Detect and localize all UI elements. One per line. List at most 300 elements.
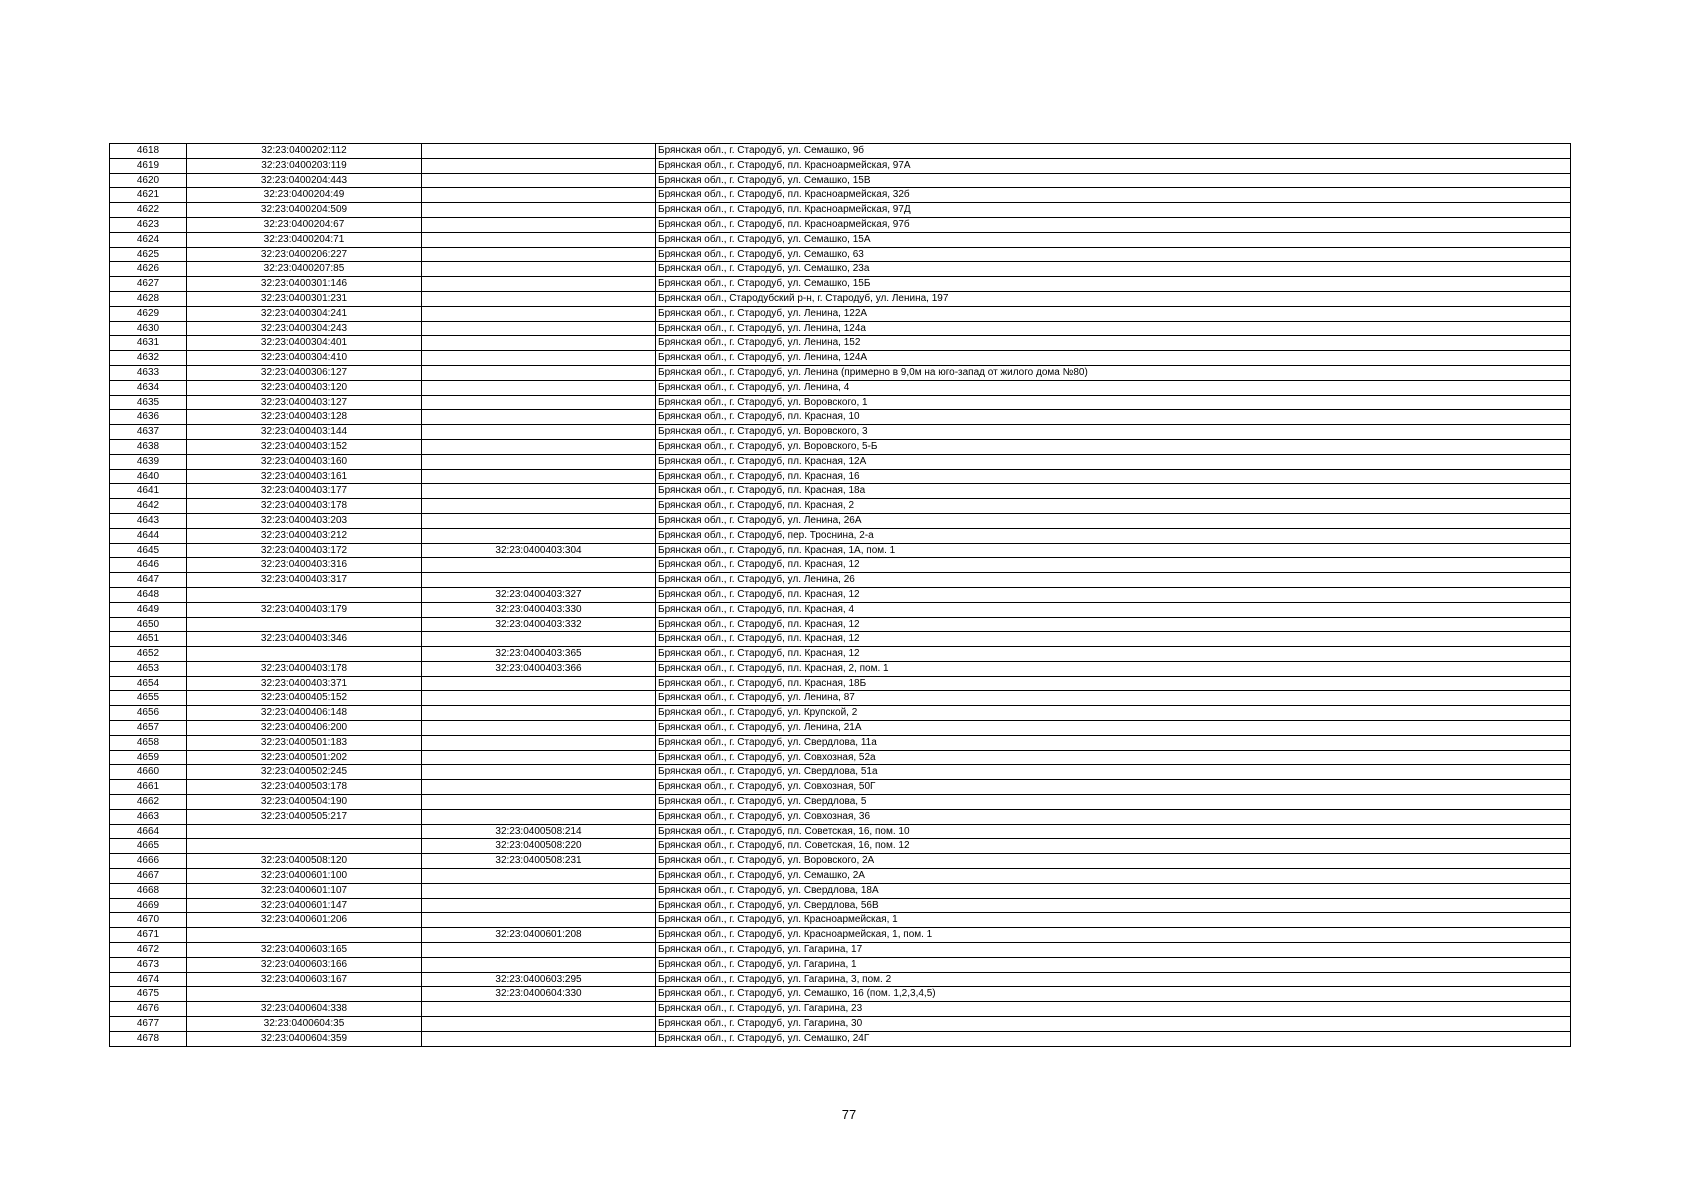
room-cadastral-number-cell [422,454,656,469]
room-cadastral-number-cell [422,247,656,262]
table-row [110,188,1571,203]
room-cadastral-number-cell [422,425,656,440]
cadastral-number-cell: 32:23:0400603:167 [187,972,422,987]
address-cell: Брянская обл., г. Стародуб, ул. Семашко, 16 (пом. 1,2,3,4,5) [656,987,1571,1002]
room-cadastral-number-cell: 32:23:0400403:332 [422,617,656,632]
address-cell: Брянская обл., г. Стародуб, ул. Семашко, 24Г [656,1031,1571,1046]
table-row [110,232,1571,247]
row-number-cell: 4662 [110,795,187,810]
cadastral-number-cell: 32:23:0400604:338 [187,1002,422,1017]
room-cadastral-number-cell [422,1002,656,1017]
cadastral-number-cell: 32:23:0400403:212 [187,528,422,543]
room-cadastral-number-cell [422,499,656,514]
row-number-cell: 4651 [110,632,187,647]
address-cell: Брянская обл., г. Стародуб, ул. Ленина, 87 [656,691,1571,706]
cadastral-number-cell: 32:23:0400403:177 [187,484,422,499]
address-cell: Брянская обл., г. Стародуб, ул. Ленина, 124А [656,351,1571,366]
row-number-cell: 4618 [110,144,187,159]
room-cadastral-number-cell [422,144,656,159]
address-cell: Брянская обл., г. Стародуб, пл. Советская, 16, пом. 10 [656,824,1571,839]
table-row [110,365,1571,380]
row-number-cell: 4658 [110,735,187,750]
cadastral-number-cell: 32:23:0400301:146 [187,277,422,292]
address-cell: Брянская обл., г. Стародуб, пл. Красная, 10 [656,410,1571,425]
room-cadastral-number-cell [422,291,656,306]
row-number-cell: 4677 [110,1017,187,1032]
cadastral-number-cell: 32:23:0400504:190 [187,795,422,810]
cadastral-number-cell: 32:23:0400403:160 [187,454,422,469]
table-row [110,203,1571,218]
table-row [110,869,1571,884]
row-number-cell: 4632 [110,351,187,366]
row-number-cell: 4649 [110,602,187,617]
table-row [110,217,1571,232]
room-cadastral-number-cell [422,706,656,721]
row-number-cell: 4638 [110,439,187,454]
row-number-cell: 4628 [110,291,187,306]
row-number-cell: 4656 [110,706,187,721]
table-row [110,839,1571,854]
address-cell: Брянская обл., г. Стародуб, пл. Красная, 12 [656,647,1571,662]
address-cell: Брянская обл., г. Стародуб, ул. Свердлова, 51а [656,765,1571,780]
row-number-cell: 4619 [110,158,187,173]
property-table [109,143,1571,1047]
row-number-cell: 4673 [110,957,187,972]
table-row [110,943,1571,958]
row-number-cell: 4641 [110,484,187,499]
room-cadastral-number-cell [422,469,656,484]
cadastral-number-cell: 32:23:0400403:172 [187,543,422,558]
cadastral-number-cell [187,928,422,943]
address-cell: Брянская обл., г. Стародуб, ул. Крупской, 2 [656,706,1571,721]
row-number-cell: 4674 [110,972,187,987]
table-row [110,928,1571,943]
table-row [110,706,1571,721]
room-cadastral-number-cell [422,780,656,795]
row-number-cell: 4655 [110,691,187,706]
row-number-cell: 4660 [110,765,187,780]
row-number-cell: 4621 [110,188,187,203]
row-number-cell: 4639 [110,454,187,469]
table-row [110,528,1571,543]
row-number-cell: 4633 [110,365,187,380]
table-row [110,632,1571,647]
table-row [110,410,1571,425]
address-cell: Брянская обл., г. Стародуб, ул. Гагарина, 23 [656,1002,1571,1017]
address-cell: Брянская обл., г. Стародуб, пл. Красная, 4 [656,602,1571,617]
cadastral-number-cell: 32:23:0400204:67 [187,217,422,232]
row-number-cell: 4645 [110,543,187,558]
room-cadastral-number-cell: 32:23:0400403:330 [422,602,656,617]
cadastral-number-cell: 32:23:0400501:183 [187,735,422,750]
table-row [110,469,1571,484]
room-cadastral-number-cell [422,232,656,247]
cadastral-number-cell: 32:23:0400508:120 [187,854,422,869]
table-row [110,454,1571,469]
address-cell: Брянская обл., г. Стародуб, ул. Семашко, 9б [656,144,1571,159]
table-row [110,158,1571,173]
table-row [110,247,1571,262]
cadastral-number-cell: 32:23:0400204:71 [187,232,422,247]
row-number-cell: 4659 [110,750,187,765]
table-row [110,913,1571,928]
address-cell: Брянская обл., г. Стародуб, ул. Семашко, 15Б [656,277,1571,292]
address-cell: Брянская обл., г. Стародуб, ул. Семашко, 63 [656,247,1571,262]
room-cadastral-number-cell [422,306,656,321]
row-number-cell: 4653 [110,661,187,676]
row-number-cell: 4635 [110,395,187,410]
room-cadastral-number-cell: 32:23:0400508:231 [422,854,656,869]
room-cadastral-number-cell: 32:23:0400508:214 [422,824,656,839]
cadastral-number-cell: 32:23:0400403:371 [187,676,422,691]
row-number-cell: 4668 [110,883,187,898]
room-cadastral-number-cell [422,721,656,736]
room-cadastral-number-cell [422,410,656,425]
row-number-cell: 4644 [110,528,187,543]
table-row [110,661,1571,676]
cadastral-number-cell [187,587,422,602]
table-row [110,499,1571,514]
address-cell: Брянская обл., г. Стародуб, пл. Красноармейская, 97А [656,158,1571,173]
room-cadastral-number-cell [422,439,656,454]
room-cadastral-number-cell [422,351,656,366]
room-cadastral-number-cell [422,395,656,410]
cadastral-number-cell: 32:23:0400501:202 [187,750,422,765]
room-cadastral-number-cell [422,203,656,218]
row-number-cell: 4669 [110,898,187,913]
cadastral-number-cell [187,824,422,839]
table-row [110,587,1571,602]
row-number-cell: 4670 [110,913,187,928]
row-number-cell: 4640 [110,469,187,484]
cadastral-number-cell: 32:23:0400403:128 [187,410,422,425]
address-cell: Брянская обл., г. Стародуб, пл. Красноармейская, 32б [656,188,1571,203]
address-cell: Брянская обл., г. Стародуб, ул. Семашко, 2А [656,869,1571,884]
room-cadastral-number-cell [422,1017,656,1032]
room-cadastral-number-cell [422,1031,656,1046]
address-cell: Брянская обл., г. Стародуб, ул. Свердлова, 18А [656,883,1571,898]
row-number-cell: 4671 [110,928,187,943]
address-cell: Брянская обл., г. Стародуб, ул. Ленина, 124а [656,321,1571,336]
cadastral-number-cell: 32:23:0400403:144 [187,425,422,440]
address-cell: Брянская обл., г. Стародуб, ул. Ленина, 21А [656,721,1571,736]
address-cell: Брянская обл., г. Стародуб, ул. Ленина, 152 [656,336,1571,351]
row-number-cell: 4636 [110,410,187,425]
room-cadastral-number-cell [422,217,656,232]
table-row [110,883,1571,898]
address-cell: Брянская обл., г. Стародуб, ул. Семашко, 15В [656,173,1571,188]
address-cell: Брянская обл., г. Стародуб, ул. Ленина (примерно в 9,0м на юго-запад от жилого дома №80) [656,365,1571,380]
cadastral-number-cell: 32:23:0400304:401 [187,336,422,351]
room-cadastral-number-cell [422,528,656,543]
table-row [110,558,1571,573]
cadastral-number-cell: 32:23:0400204:49 [187,188,422,203]
room-cadastral-number-cell [422,676,656,691]
table-row [110,780,1571,795]
room-cadastral-number-cell: 32:23:0400603:295 [422,972,656,987]
row-number-cell: 4625 [110,247,187,262]
cadastral-number-cell: 32:23:0400403:203 [187,513,422,528]
address-cell: Брянская обл., г. Стародуб, пл. Красная, 2 [656,499,1571,514]
address-cell: Брянская обл., г. Стародуб, ул. Совхозная, 50Г [656,780,1571,795]
cadastral-number-cell: 32:23:0400601:107 [187,883,422,898]
table-row [110,957,1571,972]
row-number-cell: 4642 [110,499,187,514]
cadastral-number-cell: 32:23:0400304:241 [187,306,422,321]
address-cell: Брянская обл., г. Стародуб, пер. Троснина, 2-а [656,528,1571,543]
address-cell: Брянская обл., г. Стародуб, ул. Воровского, 5-Б [656,439,1571,454]
table-row [110,573,1571,588]
cadastral-number-cell: 32:23:0400204:443 [187,173,422,188]
cadastral-number-cell: 32:23:0400403:316 [187,558,422,573]
cadastral-number-cell: 32:23:0400306:127 [187,365,422,380]
room-cadastral-number-cell [422,158,656,173]
table-row [110,691,1571,706]
cadastral-number-cell: 32:23:0400202:112 [187,144,422,159]
address-cell: Брянская обл., г. Стародуб, ул. Ленина, 4 [656,380,1571,395]
address-cell: Брянская обл., г. Стародуб, ул. Ленина, 122А [656,306,1571,321]
row-number-cell: 4623 [110,217,187,232]
address-cell: Брянская обл., г. Стародуб, пл. Красная, 12 [656,587,1571,602]
table-row [110,291,1571,306]
address-cell: Брянская обл., г. Стародуб, пл. Красная, 1А, пом. 1 [656,543,1571,558]
row-number-cell: 4648 [110,587,187,602]
address-cell: Брянская обл., г. Стародуб, ул. Совхозная, 36 [656,809,1571,824]
row-number-cell: 4672 [110,943,187,958]
address-cell: Брянская обл., г. Стародуб, ул. Свердлова, 56В [656,898,1571,913]
address-cell: Брянская обл., г. Стародуб, ул. Гагарина, 1 [656,957,1571,972]
cadastral-number-cell: 32:23:0400406:148 [187,706,422,721]
table-row [110,351,1571,366]
table-row [110,543,1571,558]
table-row [110,617,1571,632]
room-cadastral-number-cell [422,365,656,380]
room-cadastral-number-cell [422,765,656,780]
row-number-cell: 4657 [110,721,187,736]
row-number-cell: 4666 [110,854,187,869]
cadastral-number-cell: 32:23:0400505:217 [187,809,422,824]
cadastral-number-cell: 32:23:0400604:359 [187,1031,422,1046]
room-cadastral-number-cell: 32:23:0400508:220 [422,839,656,854]
address-cell: Брянская обл., г. Стародуб, пл. Красная, 18а [656,484,1571,499]
cadastral-number-cell: 32:23:0400304:243 [187,321,422,336]
table-row [110,513,1571,528]
table-row [110,987,1571,1002]
address-cell: Брянская обл., г. Стародуб, ул. Воровского, 3 [656,425,1571,440]
cadastral-number-cell: 32:23:0400304:410 [187,351,422,366]
row-number-cell: 4667 [110,869,187,884]
table-row [110,395,1571,410]
table-body [110,144,1571,1047]
table-row [110,898,1571,913]
cadastral-number-cell: 32:23:0400204:509 [187,203,422,218]
room-cadastral-number-cell [422,262,656,277]
cadastral-number-cell: 32:23:0400403:346 [187,632,422,647]
cadastral-number-cell: 32:23:0400601:147 [187,898,422,913]
room-cadastral-number-cell: 32:23:0400403:365 [422,647,656,662]
row-number-cell: 4650 [110,617,187,632]
cadastral-number-cell: 32:23:0400403:152 [187,439,422,454]
table-row [110,647,1571,662]
address-cell: Брянская обл., г. Стародуб, ул. Гагарина, 3, пом. 2 [656,972,1571,987]
room-cadastral-number-cell [422,809,656,824]
cadastral-number-cell [187,617,422,632]
cadastral-number-cell [187,839,422,854]
cadastral-number-cell: 32:23:0400203:119 [187,158,422,173]
cadastral-number-cell: 32:23:0400403:161 [187,469,422,484]
address-cell: Брянская обл., г. Стародуб, ул. Красноармейская, 1, пом. 1 [656,928,1571,943]
address-cell: Брянская обл., г. Стародуб, ул. Красноармейская, 1 [656,913,1571,928]
table-row [110,439,1571,454]
room-cadastral-number-cell [422,750,656,765]
row-number-cell: 4627 [110,277,187,292]
address-cell: Брянская обл., г. Стародуб, ул. Ленина, 26 [656,573,1571,588]
table-row [110,824,1571,839]
table-row [110,484,1571,499]
row-number-cell: 4647 [110,573,187,588]
cadastral-number-cell: 32:23:0400604:35 [187,1017,422,1032]
room-cadastral-number-cell [422,795,656,810]
row-number-cell: 4620 [110,173,187,188]
row-number-cell: 4626 [110,262,187,277]
cadastral-number-cell: 32:23:0400206:227 [187,247,422,262]
room-cadastral-number-cell: 32:23:0400604:330 [422,987,656,1002]
cadastral-number-cell: 32:23:0400601:100 [187,869,422,884]
address-cell: Брянская обл., г. Стародуб, ул. Свердлова, 5 [656,795,1571,810]
address-cell: Брянская обл., г. Стародуб, ул. Воровского, 1 [656,395,1571,410]
table-row [110,1031,1571,1046]
address-cell: Брянская обл., Стародубский р-н, г. Стародуб, ул. Ленина, 197 [656,291,1571,306]
cadastral-number-cell: 32:23:0400301:231 [187,291,422,306]
address-cell: Брянская обл., г. Стародуб, ул. Гагарина, 30 [656,1017,1571,1032]
address-cell: Брянская обл., г. Стародуб, пл. Красная, 18Б [656,676,1571,691]
table-row [110,425,1571,440]
room-cadastral-number-cell [422,484,656,499]
room-cadastral-number-cell: 32:23:0400403:327 [422,587,656,602]
table-row [110,795,1571,810]
cadastral-number-cell: 32:23:0400601:206 [187,913,422,928]
address-cell: Брянская обл., г. Стародуб, ул. Гагарина, 17 [656,943,1571,958]
cadastral-number-cell: 32:23:0400603:166 [187,957,422,972]
room-cadastral-number-cell [422,380,656,395]
address-cell: Брянская обл., г. Стародуб, пл. Красная, 12 [656,617,1571,632]
table-row [110,765,1571,780]
row-number-cell: 4637 [110,425,187,440]
table-row [110,1017,1571,1032]
room-cadastral-number-cell [422,913,656,928]
address-cell: Брянская обл., г. Стародуб, пл. Красноармейская, 97Д [656,203,1571,218]
table-row [110,854,1571,869]
row-number-cell: 4646 [110,558,187,573]
row-number-cell: 4631 [110,336,187,351]
cadastral-number-cell: 32:23:0400403:127 [187,395,422,410]
address-cell: Брянская обл., г. Стародуб, пл. Красная, 16 [656,469,1571,484]
row-number-cell: 4665 [110,839,187,854]
cadastral-number-cell: 32:23:0400503:178 [187,780,422,795]
table-row [110,750,1571,765]
room-cadastral-number-cell [422,943,656,958]
room-cadastral-number-cell [422,957,656,972]
row-number-cell: 4622 [110,203,187,218]
table-row [110,972,1571,987]
row-number-cell: 4661 [110,780,187,795]
table-row [110,321,1571,336]
room-cadastral-number-cell [422,883,656,898]
address-cell: Брянская обл., г. Стародуб, пл. Советская, 16, пом. 12 [656,839,1571,854]
address-cell: Брянская обл., г. Стародуб, пл. Красная, 12А [656,454,1571,469]
room-cadastral-number-cell [422,336,656,351]
row-number-cell: 4629 [110,306,187,321]
table-row [110,277,1571,292]
room-cadastral-number-cell [422,632,656,647]
row-number-cell: 4634 [110,380,187,395]
address-cell: Брянская обл., г. Стародуб, ул. Свердлова, 11а [656,735,1571,750]
address-cell: Брянская обл., г. Стародуб, ул. Ленина, 26А [656,513,1571,528]
table-row [110,380,1571,395]
cadastral-number-cell: 32:23:0400405:152 [187,691,422,706]
room-cadastral-number-cell [422,513,656,528]
cadastral-number-cell: 32:23:0400603:165 [187,943,422,958]
page-number: 77 [841,1107,857,1122]
table-row [110,809,1571,824]
row-number-cell: 4675 [110,987,187,1002]
row-number-cell: 4643 [110,513,187,528]
table-row [110,336,1571,351]
room-cadastral-number-cell [422,898,656,913]
table-row [110,676,1571,691]
row-number-cell: 4630 [110,321,187,336]
room-cadastral-number-cell [422,691,656,706]
table-row [110,735,1571,750]
cadastral-number-cell: 32:23:0400403:317 [187,573,422,588]
address-cell: Брянская обл., г. Стародуб, ул. Совхозная, 52а [656,750,1571,765]
cadastral-number-cell: 32:23:0400403:178 [187,661,422,676]
address-cell: Брянская обл., г. Стародуб, пл. Красная, 12 [656,558,1571,573]
table-row [110,173,1571,188]
row-number-cell: 4624 [110,232,187,247]
cadastral-number-cell: 32:23:0400406:200 [187,721,422,736]
cadastral-number-cell: 32:23:0400403:178 [187,499,422,514]
cadastral-number-cell [187,987,422,1002]
row-number-cell: 4676 [110,1002,187,1017]
cadastral-number-cell: 32:23:0400502:245 [187,765,422,780]
room-cadastral-number-cell [422,735,656,750]
row-number-cell: 4678 [110,1031,187,1046]
cadastral-number-cell: 32:23:0400207:85 [187,262,422,277]
room-cadastral-number-cell [422,173,656,188]
address-cell: Брянская обл., г. Стародуб, пл. Красная, 2, пом. 1 [656,661,1571,676]
table-row [110,306,1571,321]
address-cell: Брянская обл., г. Стародуб, ул. Семашко, 15А [656,232,1571,247]
address-cell: Брянская обл., г. Стародуб, пл. Красноармейская, 97б [656,217,1571,232]
cadastral-number-cell: 32:23:0400403:179 [187,602,422,617]
row-number-cell: 4664 [110,824,187,839]
row-number-cell: 4663 [110,809,187,824]
room-cadastral-number-cell [422,321,656,336]
room-cadastral-number-cell [422,188,656,203]
address-cell: Брянская обл., г. Стародуб, ул. Воровского, 2А [656,854,1571,869]
table-row [110,262,1571,277]
room-cadastral-number-cell: 32:23:0400601:208 [422,928,656,943]
table-row [110,721,1571,736]
table-row [110,602,1571,617]
address-cell: Брянская обл., г. Стародуб, ул. Семашко, 23а [656,262,1571,277]
room-cadastral-number-cell: 32:23:0400403:304 [422,543,656,558]
room-cadastral-number-cell [422,869,656,884]
room-cadastral-number-cell [422,558,656,573]
table-row [110,144,1571,159]
room-cadastral-number-cell [422,573,656,588]
